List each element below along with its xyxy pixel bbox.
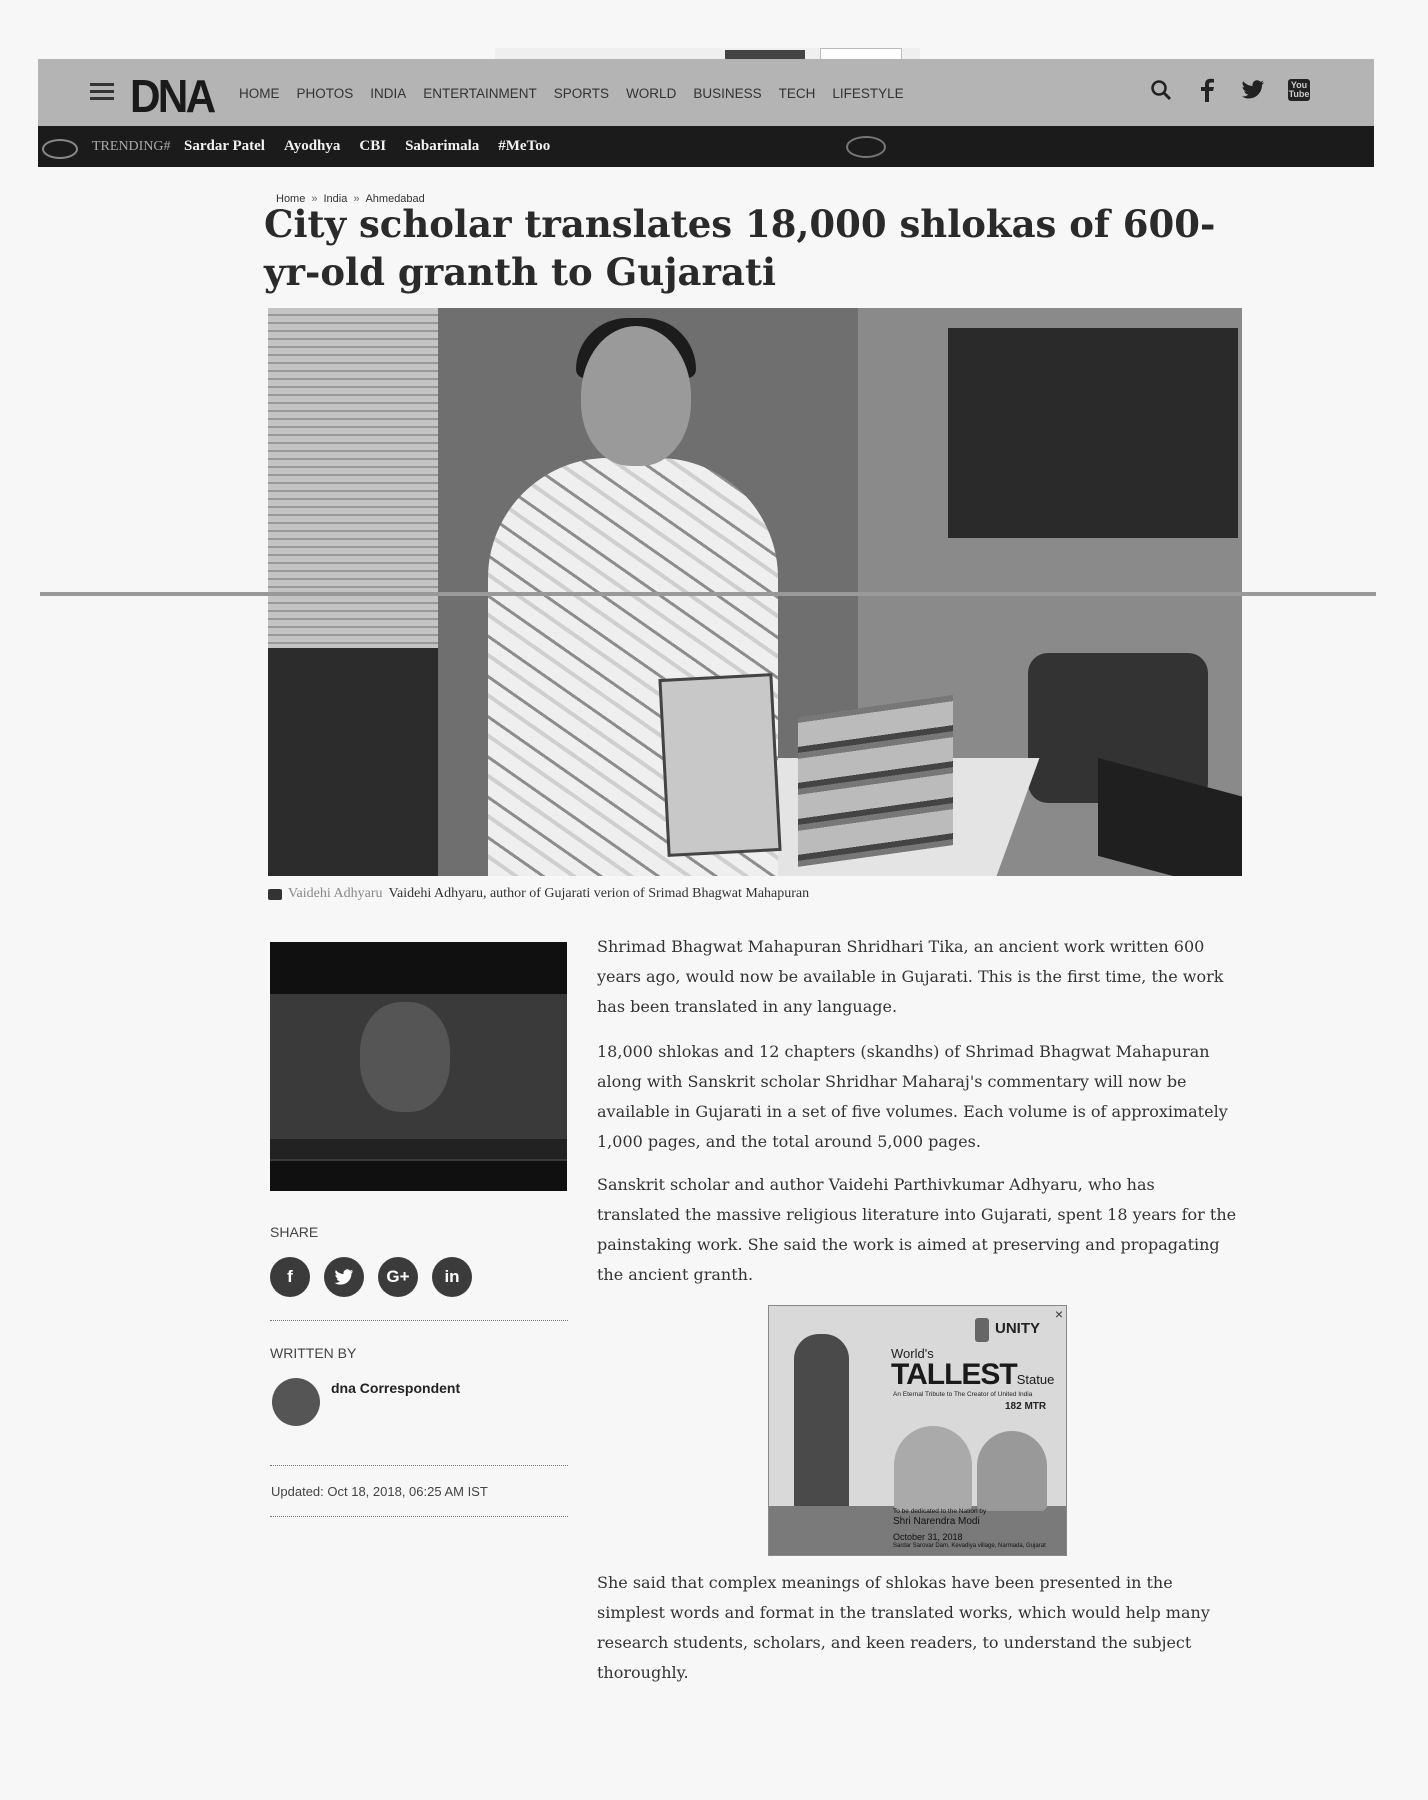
article-paragraph: 18,000 shlokas and 12 chapters (skandhs) of Shrimad Bhagwat Mahapuran along with Sanskrit scholar Shridhar Maharaj's commentary will now be available in Gujarati in a set of five volumes. Each volume is of approximately 1,000 pages, and the total around 5,000 pages.: [597, 1042, 1228, 1151]
camera-icon: [268, 889, 282, 900]
share-buttons: [270, 1257, 472, 1297]
ad-dedicated-text: To be dedicated to the Nation by: [893, 1508, 987, 1515]
facebook-share-icon[interactable]: f: [270, 1257, 310, 1297]
written-by-label: WRITTEN BY: [270, 1345, 357, 1361]
ad-location: Sardar Sarovar Dam, Kevadiya village, Narmada, Gujarat: [893, 1543, 1046, 1549]
breadcrumb-india[interactable]: India: [323, 193, 348, 205]
main-nav: [239, 86, 904, 101]
divider: [270, 1320, 568, 1321]
ad-close-button[interactable]: ×: [1054, 1306, 1063, 1322]
trending-item-cbi[interactable]: CBI: [359, 138, 387, 154]
nav-link-india[interactable]: INDIA: [370, 86, 407, 101]
nav-link-sports[interactable]: SPORTS: [553, 86, 610, 101]
trending-bar: [38, 126, 1374, 167]
breadcrumb-home[interactable]: Home: [276, 193, 306, 205]
caption-text: Vaidehi Adhyaru, author of Gujarati verion of Srimad Bhagwat Mahapuran: [388, 886, 810, 901]
article-paragraph: Shrimad Bhagwat Mahapuran Shridhari Tika, an ancient work written 600 years ago, would now be available in Gujarati. This is the first time, the work has been translated in any language.: [597, 937, 1224, 1016]
linkedin-share-icon[interactable]: in: [432, 1257, 472, 1297]
ad-height: 182 MTR: [1005, 1401, 1047, 1412]
nav-icons: [1148, 75, 1312, 105]
scan-artifact: [846, 136, 886, 158]
avatar[interactable]: [272, 1378, 320, 1426]
trending-list: [184, 138, 550, 155]
emblem-icon: [975, 1318, 989, 1342]
video-controls-bar[interactable]: [270, 1139, 567, 1159]
nav-link-world[interactable]: WORLD: [626, 86, 677, 101]
trending-icon: [42, 139, 78, 159]
ad-dignitary: Shri Narendra Modi: [893, 1516, 980, 1527]
ad-brand: UNITY: [995, 1320, 1040, 1337]
trending-label: TRENDING#: [92, 139, 171, 154]
caption-faint-text: Vaidehi Adhyaru: [288, 886, 383, 901]
article-paragraph: Sanskrit scholar and author Vaidehi Parthivkumar Adhyaru, who has translated the massive religious literature into Gujarati, spent 18 years for the painstaking work. She said the work is aimed at preserving and propagating the ancient granth.: [597, 1175, 1237, 1284]
updated-timestamp: Updated: Oct 18, 2018, 06:25 AM IST: [271, 1484, 488, 1499]
divider: [270, 1516, 568, 1517]
ad-headline: [891, 1358, 1054, 1392]
site-logo[interactable]: DNA: [130, 70, 214, 122]
search-icon[interactable]: [1148, 75, 1174, 105]
facebook-icon[interactable]: [1194, 75, 1220, 105]
google-plus-share-icon[interactable]: G+: [378, 1257, 418, 1297]
trending-item-metoo[interactable]: #MeToo: [498, 138, 551, 154]
ad-date: October 31, 2018: [893, 1532, 963, 1542]
article-headline: City scholar translates 18,000 shlokas of 600-yr-old granth to Gujarati: [264, 202, 1216, 294]
advertisement-banner[interactable]: [768, 1305, 1067, 1556]
video-player[interactable]: [270, 942, 567, 1191]
top-navigation-bar: [38, 59, 1374, 127]
ad-statue-word: Statue: [1016, 1372, 1055, 1387]
youtube-icon[interactable]: [1286, 75, 1312, 105]
share-label: SHARE: [270, 1224, 319, 1240]
ad-tribute: An Eternal Tribute to The Creator of United India: [893, 1391, 1033, 1398]
breadcrumb-separator: »: [311, 193, 318, 205]
nav-link-business[interactable]: BUSINESS: [693, 86, 762, 101]
breadcrumb-separator: »: [353, 193, 360, 205]
image-caption: [268, 886, 809, 902]
menu-icon[interactable]: [90, 83, 114, 101]
nav-link-photos[interactable]: PHOTOS: [296, 86, 354, 101]
twitter-icon[interactable]: [1240, 75, 1266, 105]
scan-artifact: [40, 592, 1376, 596]
ad-worlds-text: World's: [891, 1346, 934, 1361]
nav-link-entertainment[interactable]: ENTERTAINMENT: [423, 86, 537, 101]
trending-item-sardar-patel[interactable]: Sardar Patel: [184, 138, 265, 154]
twitter-share-icon[interactable]: [324, 1257, 364, 1297]
article-paragraph: She said that complex meanings of shlokas have been presented in the simplest words and format in the translated works, which would help many research students, scholars, and keen readers, to understand the subject thoroughly.: [597, 1573, 1210, 1682]
nav-link-lifestyle[interactable]: LIFESTYLE: [832, 86, 904, 101]
youtube-label: You Tube: [1288, 80, 1310, 99]
ad-tallest: TALLEST: [891, 1358, 1017, 1391]
trending-item-sabarimala[interactable]: Sabarimala: [405, 138, 480, 154]
ad-portrait: [894, 1426, 972, 1511]
trending-item-ayodhya[interactable]: Ayodhya: [283, 138, 341, 154]
author-name[interactable]: dna Correspondent: [331, 1380, 461, 1396]
breadcrumb-ahmedabad[interactable]: Ahmedabad: [365, 193, 425, 205]
ad-portrait: [977, 1431, 1047, 1511]
divider: [270, 1465, 568, 1466]
nav-link-tech[interactable]: TECH: [778, 86, 816, 101]
nav-link-home[interactable]: HOME: [239, 86, 280, 101]
